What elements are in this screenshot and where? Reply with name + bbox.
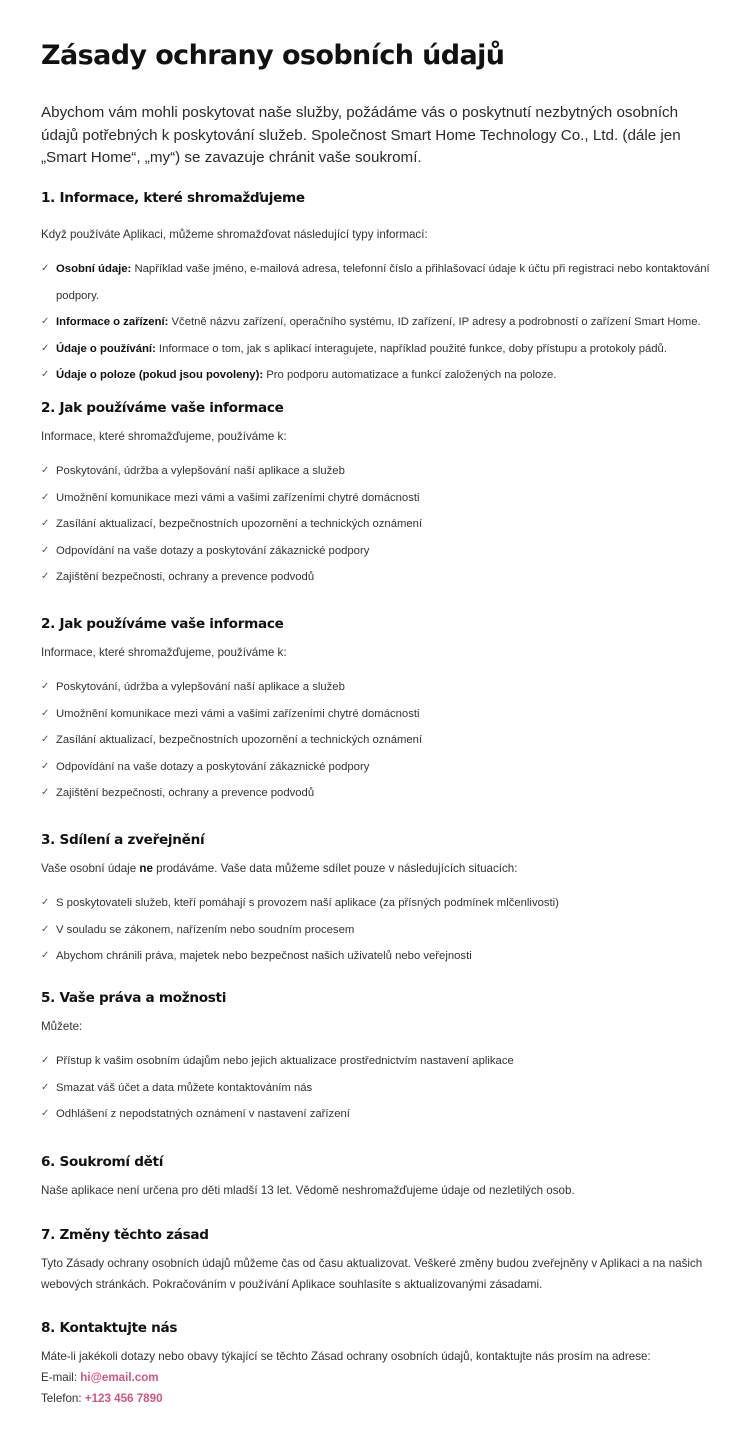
list-item (41, 1101, 716, 1128)
section-heading: 2. Jak používáme vaše informace (41, 616, 284, 632)
check-icon: ✓ (41, 734, 50, 745)
lead-emphasis: ne (139, 862, 153, 875)
section-rights (41, 990, 716, 1128)
list-item (41, 485, 716, 512)
section-how-we-use (41, 400, 716, 591)
bullet-list (41, 674, 716, 807)
section-contact (41, 1320, 716, 1409)
section-text: Tyto Zásady ochrany osobních údajů můžeme čas od času aktualizovat. Veškeré změny budou zveřejněny v Aplikaci a na našich webových stránkách. Pokračováním v používání Aplikace souhlasíte s aktualizovanými zásadami. (41, 1257, 703, 1291)
list-item (41, 458, 716, 485)
check-icon: ✓ (41, 316, 50, 327)
item-text: Informace o tom, jak s aplikací interagujete, například použité funkce, doby přístupu a protokoly pádů. (155, 342, 667, 355)
item-text: Zasílání aktualizací, bezpečnostních upozornění a technických oznámení (56, 734, 423, 746)
check-icon: ✓ (41, 369, 50, 380)
list-item (41, 511, 716, 538)
page-title: Zásady ochrany osobních údajů (41, 40, 505, 71)
list-item (41, 309, 716, 336)
bullet-list (41, 256, 716, 389)
section-information-collected (41, 190, 716, 389)
item-text: Odpovídání na vaše dotazy a poskytování zákaznické podpory (56, 544, 370, 557)
phone-link[interactable]: +123 456 7890 (84, 1392, 163, 1405)
list-item (41, 754, 716, 781)
section-lead: Můžete: (41, 1020, 83, 1033)
check-icon: ✓ (41, 760, 50, 772)
list-item (41, 538, 716, 565)
bullet-list (41, 890, 716, 970)
phone-line (41, 1388, 716, 1409)
item-text: Poskytování, údržba a vylepšování naší aplikace a služeb (56, 465, 345, 477)
item-label: Informace o zařízení: (56, 316, 169, 328)
item-text: Přístup k vašim osobním údajům nebo jejich aktualizace prostřednictvím nastavení aplikace (56, 1055, 514, 1067)
item-text: Odhlášení z nepodstatných oznámení v nastavení zařízení (56, 1108, 350, 1120)
list-item (41, 727, 716, 754)
check-icon: ✓ (41, 1081, 50, 1093)
intro-paragraph: Abychom vám mohli poskytovat naše služby, požádáme vás o poskytnutí nezbytných osobních údajů potřebných k poskytování služeb. Společnost Smart Home Technology Co., Ltd. (dále jen „Smart Home“, „my“) se zavazuje chránit vaše soukromí. (41, 104, 681, 166)
section-heading: 8. Kontaktujte nás (41, 1320, 178, 1336)
item-text: Například vaše jméno, e-mailová adresa, telefonní číslo a přihlašovací údaje k účtu při registraci nebo kontaktování podpory. (56, 263, 710, 302)
check-icon: ✓ (41, 342, 50, 354)
list-item (41, 674, 716, 701)
check-icon: ✓ (41, 465, 50, 476)
section-heading: 2. Jak používáme vaše informace (41, 400, 284, 416)
check-icon: ✓ (41, 707, 50, 719)
section-heading: 6. Soukromí dětí (41, 1154, 164, 1170)
check-icon: ✓ (41, 518, 50, 529)
item-text: Zasílání aktualizací, bezpečnostních upozornění a technických oznámení (56, 518, 423, 530)
section-heading: 3. Sdílení a zveřejnění (41, 832, 205, 848)
list-item (41, 256, 716, 309)
email-label: E-mail: (41, 1371, 81, 1384)
check-icon: ✓ (41, 923, 50, 935)
bullet-list (41, 458, 716, 591)
section-heading: 7. Změny těchto zásad (41, 1227, 209, 1243)
item-text: Abychom chránili práva, majetek nebo bezpečnost našich uživatelů nebo veřejnosti (56, 950, 472, 962)
section-lead (41, 858, 716, 879)
section-lead: Informace, které shromažďujeme, používáme k: (41, 430, 287, 443)
list-item (41, 1075, 716, 1102)
item-text: Zajištění bezpečnosti, ochrany a prevence podvodů (56, 571, 315, 583)
section-sharing (41, 832, 716, 970)
item-label: Údaje o používání: (56, 342, 156, 355)
check-icon: ✓ (41, 491, 50, 503)
item-text: V souladu se zákonem, nařízením nebo soudním procesem (56, 923, 355, 936)
email-line (41, 1367, 716, 1388)
item-text: Umožnění komunikace mezi vámi a vašimi zařízeními chytré domácnosti (56, 491, 420, 504)
section-lead: Když používáte Aplikaci, můžeme shromažďovat následující typy informací: (41, 228, 428, 241)
lead-text: prodáváme. Vaše data můžeme sdílet pouze v následujících situacích: (152, 862, 518, 875)
item-label: Osobní údaje: (56, 263, 132, 275)
check-icon: ✓ (41, 1055, 50, 1066)
section-children (41, 1154, 716, 1201)
item-text: Smazat váš účet a data můžete kontaktováním nás (56, 1081, 313, 1094)
check-icon: ✓ (41, 263, 50, 274)
bullet-list (41, 1048, 716, 1128)
list-item (41, 362, 716, 389)
section-text: Máte-li jakékoli dotazy nebo obavy týkající se těchto Zásad ochrany osobních údajů, kontaktujte nás prosím na adrese: (41, 1350, 651, 1363)
list-item (41, 336, 716, 363)
section-heading: 1. Informace, které shromažďujeme (41, 190, 305, 206)
item-text: Včetně názvu zařízení, operačního systému, ID zařízení, IP adresy a podrobností o zařízení Smart Home. (168, 316, 701, 328)
item-text: Odpovídání na vaše dotazy a poskytování zákaznické podpory (56, 760, 370, 773)
item-text: Zajištění bezpečnosti, ochrany a prevence podvodů (56, 787, 315, 799)
list-item (41, 890, 716, 917)
list-item (41, 564, 716, 591)
list-item (41, 943, 716, 970)
section-text: Naše aplikace není určena pro děti mladší 13 let. Vědomě neshromažďujeme údaje od nezletilých osob. (41, 1184, 575, 1197)
item-text: Pro podporu automatizace a funkcí založených na poloze. (263, 369, 557, 381)
list-item (41, 917, 716, 944)
list-item (41, 701, 716, 728)
section-how-we-use-duplicate (41, 616, 716, 807)
item-text: Umožnění komunikace mezi vámi a vašimi zařízeními chytré domácnosti (56, 707, 420, 720)
check-icon: ✓ (41, 950, 50, 961)
check-icon: ✓ (41, 544, 50, 556)
check-icon: ✓ (41, 897, 50, 908)
item-text: Poskytování, údržba a vylepšování naší aplikace a služeb (56, 681, 345, 693)
section-heading: 5. Vaše práva a možnosti (41, 990, 227, 1006)
section-lead: Informace, které shromažďujeme, používáme k: (41, 646, 287, 659)
item-label: Údaje o poloze (pokud jsou povoleny): (56, 369, 264, 381)
section-changes (41, 1227, 716, 1295)
email-link[interactable]: hi@email.com (80, 1371, 159, 1384)
list-item (41, 780, 716, 807)
item-text: S poskytovateli služeb, kteří pomáhají s provozem naší aplikace (za přísných podmínek mlčenlivosti) (56, 897, 559, 909)
check-icon: ✓ (41, 681, 50, 692)
check-icon: ✓ (41, 787, 50, 798)
lead-text: Vaše osobní údaje (41, 862, 140, 875)
check-icon: ✓ (41, 1108, 50, 1119)
phone-label: Telefon: (41, 1392, 85, 1405)
list-item (41, 1048, 716, 1075)
check-icon: ✓ (41, 571, 50, 582)
